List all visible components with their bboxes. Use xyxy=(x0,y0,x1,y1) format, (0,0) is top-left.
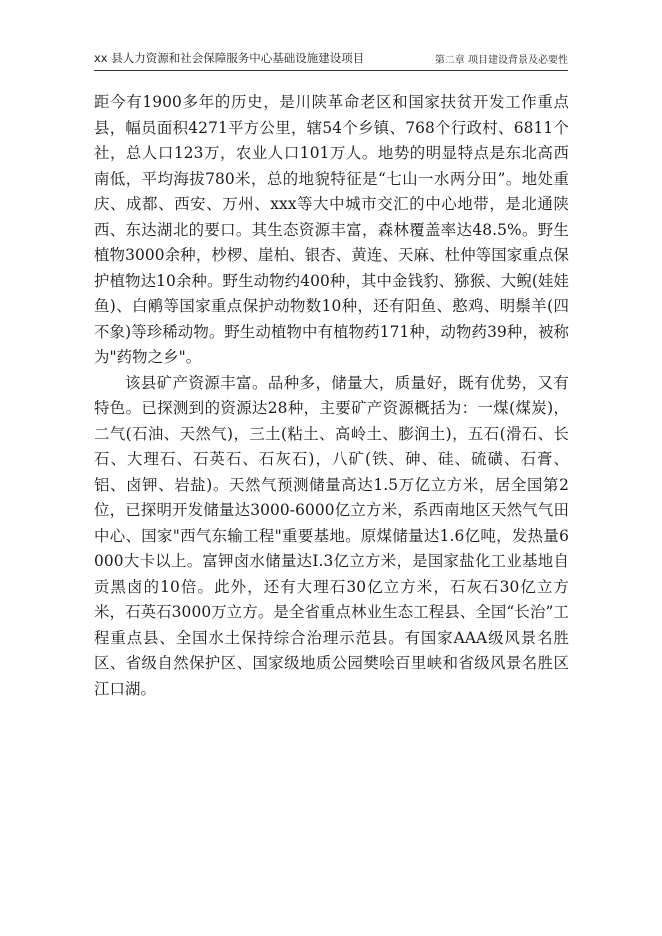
header-document-title: xx 县人力资源和社会保障服务中心基础设施建设项目 xyxy=(94,51,365,65)
header-chapter-title: 第二章 项目建设背景及必要性 xyxy=(434,55,568,66)
paragraph-mineral-resources: 该县矿产资源丰富。品种多，储量大，质量好，既有优势，又有特色。已探测到的资源达28种，主要矿产资源概括为：一煤(煤炭)，二气(石油、天然气)，三土(粘土、高岭土、膨润土)，五石(滑石、长石、大理石、石英石、石灰石)，八矿(铁、砷、硅、硫磺、石膏、铝、卤钾、岩盐)。天然气预测储量高达1.5万亿立方米，居全国第2位，已探明开发储量达3000-6000亿立方米，系西南地区天然气气田中心、国家"西气东输工程"重要基地。原煤储量达1.6亿吨，发热量6000大卡以上。富钾卤水储量达I.3亿立方米，是国家盐化工业基地自贡黑卤的10倍。此外，还有大理石30亿立方米，石灰石30亿立方米，石英石3000万立方。是全省重点林业生态工程县、全国“长治”工程重点县、全国水土保持综合治理示范县。有国家AAA级风景名胜区、省级自然保护区、国家级地质公园樊哙百里峡和省级风景名胜区江口湖。 xyxy=(94,373,569,698)
page-header xyxy=(94,42,568,71)
paragraph-history-ecology: 距今有1900多年的历史，是川陕革命老区和国家扶贫开发工作重点县，幅员面积4271平方公里，辖54个乡镇、768个行政村、6811个社，总人口123万，农业人口101万人。地势的明显特点是东北高西南低，平均海拔780米，总的地貌特征是“七山一水两分田”。地处重庆、成都、西安、万州、xxx等大中城市交汇的中心地带，是北通陕西、东达湖北的要口。其生态资源丰富，森林覆盖率达48.5%。野生植物3000余种，杪椤、崖柏、银杏、黄连、天麻、杜仲等国家重点保护植物达10余种。野生动物约400种，其中金钱豹、猕猴、大鲵(娃娃鱼)、白鹇等国家重点保护动物数10种，还有阳鱼、憨鸡、明鬃羊(四不象)等珍稀动物。野生动植物中有植物药171种，动物药39种，被称为"药物之乡"。 xyxy=(94,93,569,366)
document-body xyxy=(94,90,569,702)
